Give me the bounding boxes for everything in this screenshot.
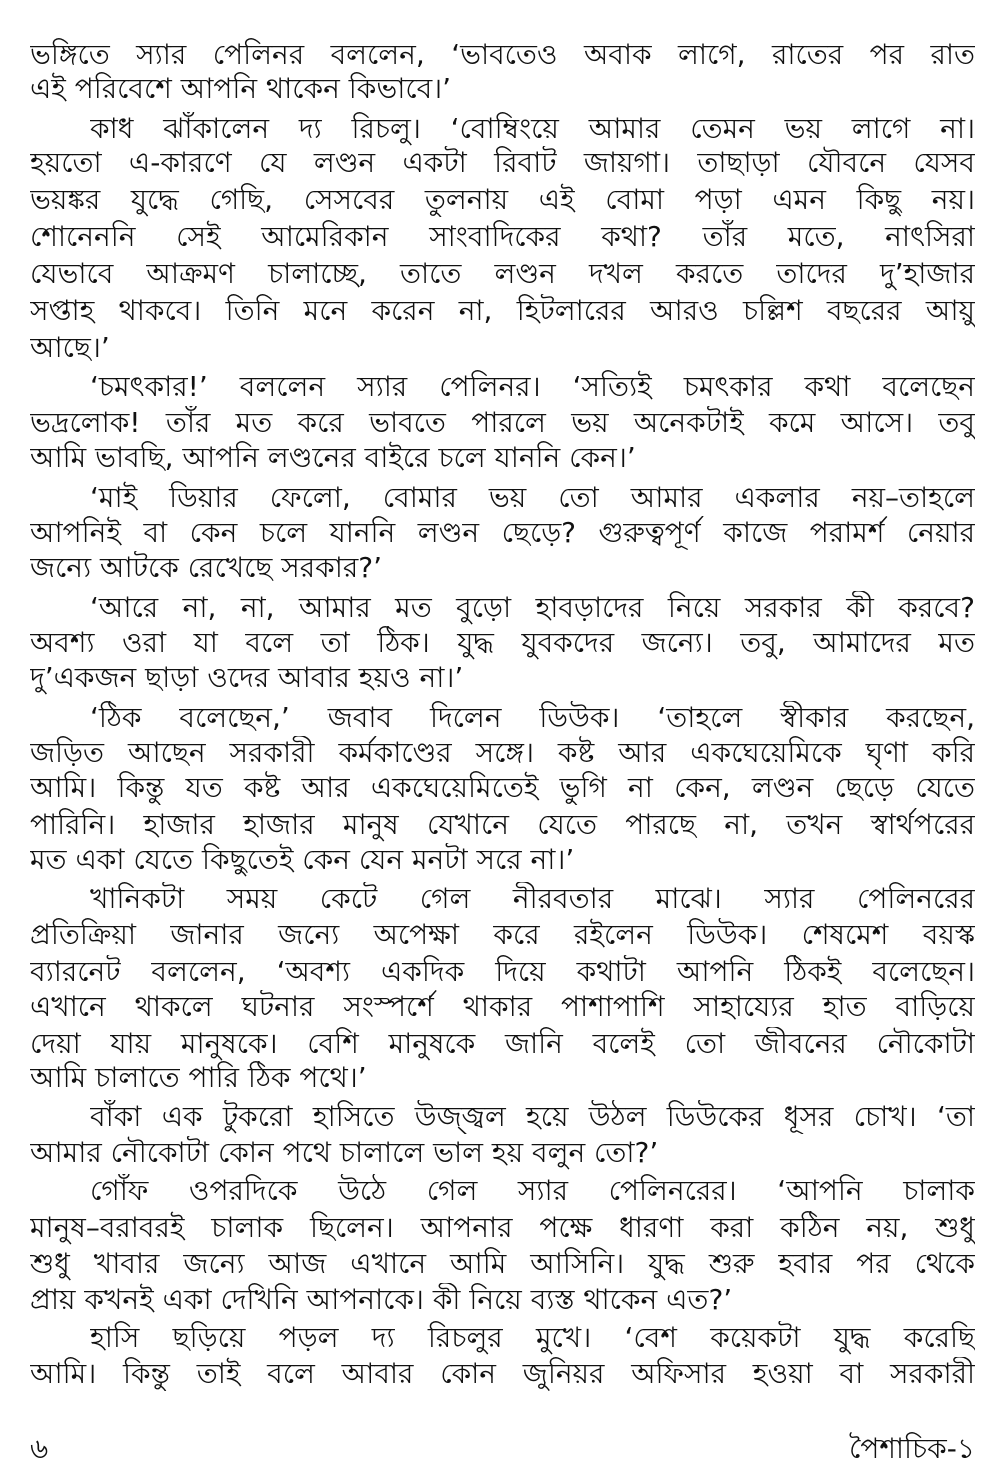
running-title: পৈশাচিক-১ <box>849 1432 975 1465</box>
text-line: প্রতিক্রিয়া জানার জন্যে অপেক্ষা করে রইলেন ডিউক। শেষমেশ বয়স্ক <box>30 918 975 951</box>
text-line: দেয়া যায় মানুষকে। বেশি মানুষকে জানি বলেই তো জীবনের নৌকোটা <box>30 1027 975 1060</box>
text-line: জন্যে আটকে রেখেছে সরকার?’ <box>30 551 382 584</box>
text-line: কাধ ঝাঁকালেন দ্য রিচলু। ‘বোম্বিংয়ে আমার তেমন ভয় লাগে না। <box>90 112 975 145</box>
text-line: আমি। কিন্তু যত কষ্ট আর একঘেয়েমিতেই ভুগি না কেন, লণ্ডন ছেড়ে যেতে <box>30 771 975 804</box>
page-number: ৬ <box>30 1432 49 1465</box>
text-line: ‘মাই ডিয়ার ফেলো, বোমার ভয় তো আমার একলার নয়–তাহলে <box>90 481 975 514</box>
text-line: দু’একজন ছাড়া ওদের আবার হয়ও না।’ <box>30 661 464 694</box>
text-line: গোঁফ ওপরদিকে উঠে গেল স্যার পেলিনরের। ‘আপনি চালাক <box>90 1174 975 1207</box>
text-line: সপ্তাহ থাকবে। তিনি মনে করেন না, হিটলারের আরও চল্লিশ বছরের আয়ু <box>30 294 975 327</box>
text-line: খানিকটা সময় কেটে গেল নীরবতার মাঝে। স্যার পেলিনরের <box>90 882 975 915</box>
text-line: মত একা যেতে কিছুতেই কেন যেন মনটা সরে না।’ <box>30 843 575 876</box>
text-line: আমি ভাবছি, আপনি লণ্ডনের বাইরে চলে যাননি কেন।’ <box>30 441 636 474</box>
text-line: অবশ্য ওরা যা বলে তা ঠিক। যুদ্ধ যুবকদের জন্যে। তবু, আমাদের মত <box>30 626 975 659</box>
text-line: মানুষ–বরাবরই চালাক ছিলেন। আপনার পক্ষে ধারণা করা কঠিন নয়, শুধু <box>30 1211 975 1244</box>
text-line: শোনেননি সেই আমেরিকান সাংবাদিকের কথা? তাঁর মতে, নাৎসিরা <box>30 220 975 253</box>
text-line: ভদ্রলোক! তাঁর মত করে ভাবতে পারলে ভয় অনেকটাই কমে আসে। তবু <box>30 406 975 439</box>
text-line: ‘ঠিক বলেছেন,’ জবাব দিলেন ডিউক। ‘তাহলে স্বীকার করছেন, <box>90 701 975 734</box>
text-line: ভঙ্গিতে স্যার পেলিনর বললেন, ‘ভাবতেও অবাক লাগে, রাতের পর রাত <box>30 38 975 71</box>
text-line: জড়িত আছেন সরকারী কর্মকাণ্ডের সঙ্গে। কষ্ট আর একঘেয়েমিকে ঘৃণা করি <box>30 736 975 769</box>
text-line: আমার নৌকোটা কোন পথে চালালে ভাল হয় বলুন তো?’ <box>30 1136 659 1169</box>
text-line: হাসি ছড়িয়ে পড়ল দ্য রিচলুর মুখে। ‘বেশ কয়েকটা যুদ্ধ করেছি <box>90 1321 975 1354</box>
text-line: হয়তো এ-কারণে যে লণ্ডন একটা রিবাট জায়গা। তাছাড়া যৌবনে যেসব <box>30 146 975 179</box>
text-line: এই পরিবেশে আপনি থাকেন কিভাবে।’ <box>30 72 452 105</box>
text-line: আছে।’ <box>30 331 110 364</box>
text-line: এখানে থাকলে ঘটনার সংস্পর্শে থাকার পাশাপাশি সাহায্যের হাত বাড়িয়ে <box>30 990 975 1023</box>
text-line: প্রায় কখনই একা দেখিনি আপনাকে। কী নিয়ে ব্যস্ত থাকেন এত?’ <box>30 1283 733 1316</box>
text-line: আমি চালাতে পারি ঠিক পথে।’ <box>30 1061 367 1094</box>
text-line: ভয়ঙ্কর যুদ্ধে গেছি, সেসবের তুলনায় এই বোমা পড়া এমন কিছু নয়। <box>30 183 975 216</box>
text-line: আপনিই বা কেন চলে যাননি লণ্ডন ছেড়ে? গুরুত্বপূর্ণ কাজে পরামর্শ নেয়ার <box>30 516 975 549</box>
text-line: যেভাবে আক্রমণ চালাচ্ছে, তাতে লণ্ডন দখল করতে তাদের দু’হাজার <box>30 257 975 290</box>
text-line: পারিনি। হাজার হাজার মানুষ যেখানে যেতে পারছে না, তখন স্বার্থপরের <box>30 808 975 841</box>
text-line: ব্যারনেট বললেন, ‘অবশ্য একদিক দিয়ে কথাটা আপনি ঠিকই বলেছেন। <box>30 955 975 988</box>
text-line: শুধু খাবার জন্যে আজ এখানে আমি আসিনি। যুদ্ধ শুরু হবার পর থেকে <box>30 1247 975 1280</box>
text-line: আমি। কিন্তু তাই বলে আবার কোন জুনিয়র অফিসার হওয়া বা সরকারী <box>30 1357 975 1390</box>
text-line: ‘চমৎকার!’ বললেন স্যার পেলিনর। ‘সত্যিই চমৎকার কথা বলেছেন <box>90 370 975 403</box>
text-line: বাঁকা এক টুকরো হাসিতে উজ্জ্বল হয়ে উঠল ডিউকের ধূসর চোখ। ‘তা <box>90 1100 975 1133</box>
text-line: ‘আরে না, না, আমার মত বুড়ো হাবড়াদের নিয়ে সরকার কী করবে? <box>90 591 975 624</box>
